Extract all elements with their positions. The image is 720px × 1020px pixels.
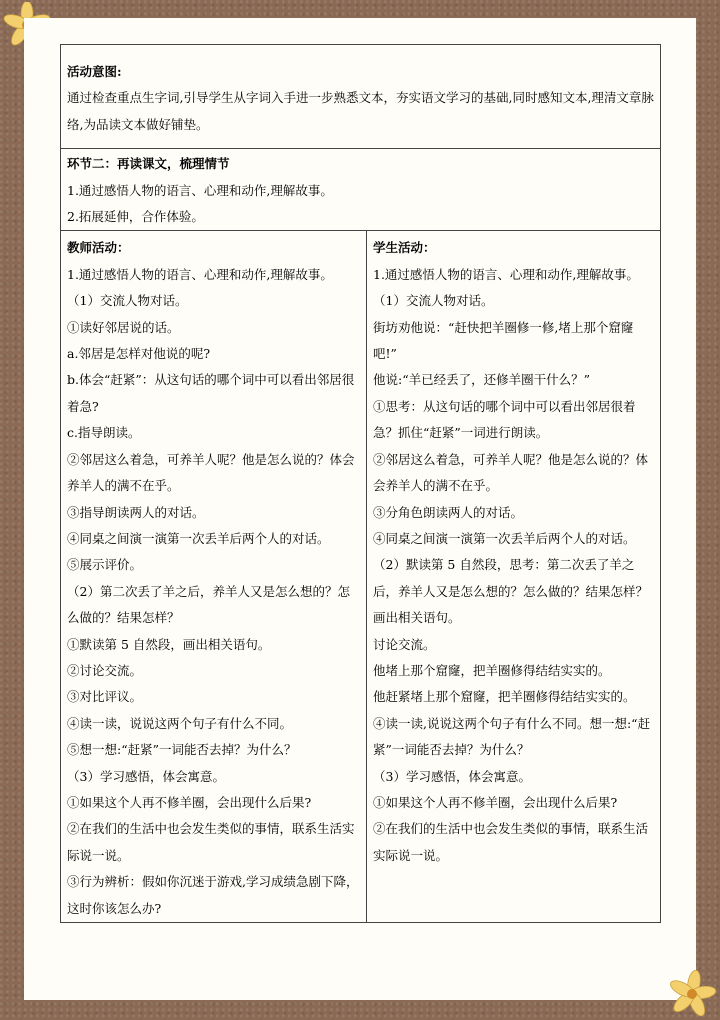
section-row <box>61 149 661 231</box>
student-line: （2）默读第 5 自然段，思考：第二次丢了羊之后，养羊人又是怎么想的？怎么做的？结果怎样？画出相关语句。 <box>373 557 649 626</box>
teacher-line: ②邻居这么着急，可养羊人呢？他是怎么说的？体会养羊人的满不在乎。 <box>67 451 355 494</box>
student-line: ④同桌之间演一演第一次丢羊后两个人的对话。 <box>373 530 636 546</box>
teacher-line: （2）第二次丢了羊之后，养羊人又是怎么想的？怎么做的？结果怎样？ <box>67 583 350 626</box>
teacher-line: b.体会“赶紧”：从这句话的哪个词中可以看出邻居很着急? <box>67 372 355 414</box>
intent-row <box>61 45 661 149</box>
teacher-line: c.指导朗读。 <box>67 425 141 441</box>
student-line: ①如果这个人再不修羊圈，会出现什么后果? <box>373 794 618 810</box>
teacher-line: ⑤想一想:“赶紧”一词能否去掉？为什么？ <box>67 742 297 758</box>
student-line: 他堵上那个窟窿，把羊圈修得结结实实的。 <box>373 662 611 678</box>
teacher-line: ②讨论交流。 <box>67 662 143 678</box>
teacher-line: ④同桌之间演一演第一次丢羊后两个人的对话。 <box>67 530 330 546</box>
student-line: 街坊劝他说：“赶快把羊圈修一修,堵上那个窟窿吧!” <box>373 319 634 362</box>
teacher-line: （1）交流人物对话。 <box>67 293 188 309</box>
lesson-plan-table <box>60 44 661 923</box>
section-item: 1.通过感悟人物的语言、心理和动作,理解故事。 <box>67 182 333 198</box>
student-line: （3）学习感悟，体会寓意。 <box>373 768 531 784</box>
teacher-line: ④读一读，说说这两个句子有什么不同。 <box>67 715 293 731</box>
teacher-line: ②在我们的生活中也会发生类似的事情，联系生活实际说一说。 <box>67 821 355 863</box>
teacher-line: ③对比评议。 <box>67 689 143 705</box>
teacher-title: 教师活动： <box>67 240 130 256</box>
student-line: 1.通过感悟人物的语言、心理和动作,理解故事。 <box>373 266 639 282</box>
teacher-line: 1.通过感悟人物的语言、心理和动作,理解故事。 <box>67 266 333 282</box>
teacher-line: ③指导朗读两人的对话。 <box>67 504 205 520</box>
student-line: ①思考：从这句话的哪个词中可以看出邻居很着急？抓住“赶紧”一词进行朗读。 <box>373 398 636 441</box>
intent-cell <box>61 45 661 149</box>
section-title: 环节二：再读课文，梳理情节 <box>67 156 230 172</box>
teacher-line: a.邻居是怎样对他说的呢? <box>67 346 211 362</box>
section-item: 2.拓展延伸，合作体验。 <box>67 209 204 225</box>
teacher-line: （3）学习感悟，体会寓意。 <box>67 768 225 784</box>
student-line: 讨论交流。 <box>373 636 436 652</box>
teacher-line: ⑤展示评价。 <box>67 557 143 573</box>
student-line: 他说:“羊已经丢了，还修羊圈干什么？” <box>373 372 590 388</box>
student-line: ②在我们的生活中也会发生类似的事情，联系生活实际说一说。 <box>373 821 649 863</box>
student-line: ②邻居这么着急，可养羊人呢？他是怎么说的？体会养羊人的满不在乎。 <box>373 451 649 494</box>
teacher-activities-cell <box>61 231 367 923</box>
intent-text: 通过检查重点生字词,引导学生从字词入手进一步熟悉文本，夯实语文学习的基础,同时感知文本,理清文章脉络,为品读文本做好铺垫。 <box>67 90 654 132</box>
student-line: ④读一读,说说这两个句子有什么不同。想一想:“赶紧”一词能否去掉？为什么？ <box>373 715 651 758</box>
activities-row <box>61 231 661 923</box>
student-line: ③分角色朗读两人的对话。 <box>373 504 524 520</box>
teacher-line: ①默读第 5 自然段，画出相关语句。 <box>67 636 271 652</box>
teacher-line: ③行为辨析：假如你沉迷于游戏,学习成绩急剧下降，这时你该怎么办? <box>67 874 359 916</box>
teacher-line: ①读好邻居说的话。 <box>67 319 180 335</box>
intent-title: 活动意图: <box>67 64 122 79</box>
flower-bottom-right-icon <box>666 970 718 1018</box>
student-line: （1）交流人物对话。 <box>373 293 494 309</box>
student-activities-cell <box>367 231 661 923</box>
teacher-line: ①如果这个人再不修羊圈，会出现什么后果? <box>67 794 312 810</box>
student-line: 他赶紧堵上那个窟窿，把羊圈修得结结实实的。 <box>373 689 636 705</box>
section-cell <box>61 149 661 231</box>
student-title: 学生活动： <box>373 240 436 256</box>
